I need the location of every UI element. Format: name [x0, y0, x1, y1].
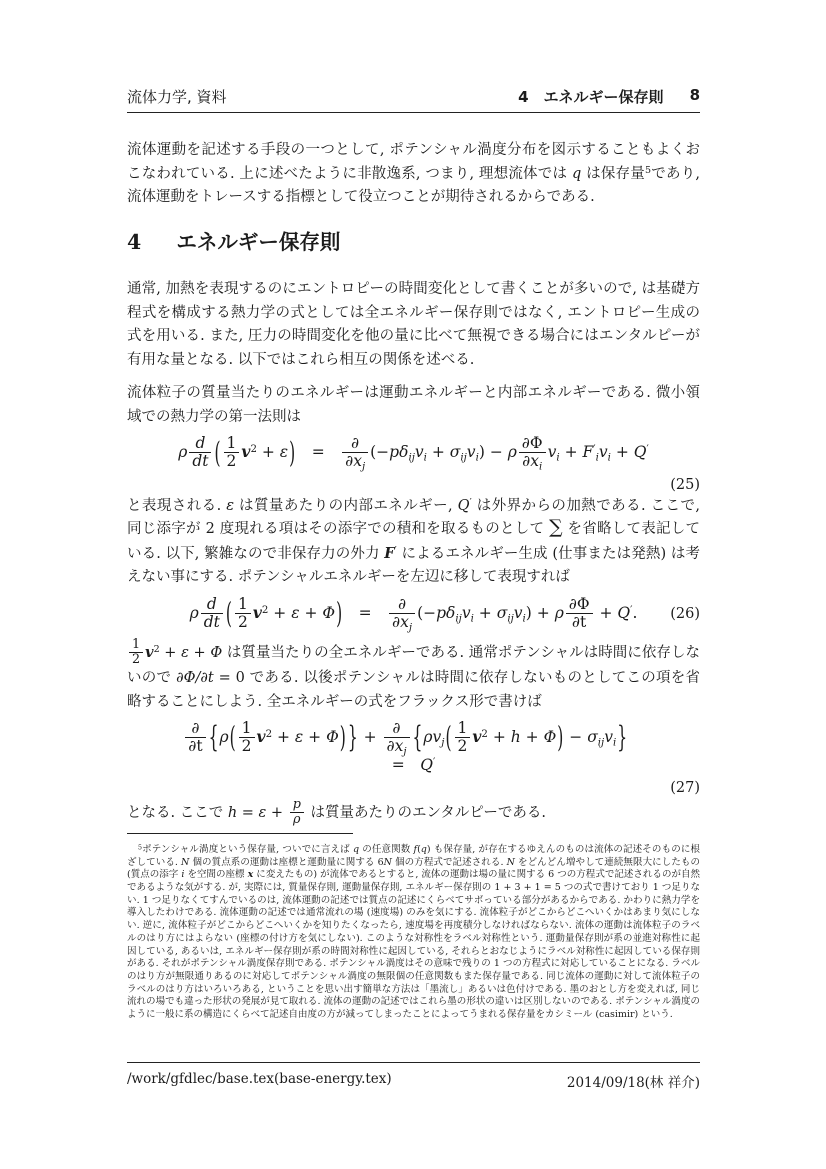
section-number: 4: [127, 229, 142, 254]
paragraph: 流体粒子の質量当たりのエネルギーは運動エネルギーと内部エネルギーである. 微小領域での熱力学の第一法則は: [127, 385, 700, 425]
header-section-label: 4 エネルギー保存則: [518, 88, 664, 106]
paragraph: となる. ここで h = ε + $\frac{p}{\rho}$ は質量あたりのエンタルピーである.: [127, 796, 546, 828]
page-footer: [127, 1062, 700, 1091]
footnote: $^5$ポテンシャル渦度という保存量, ついでに言えば q の任意関数 f(q) も保存量, が存在するゆえんのものは流体の記述そのものに根ざしている. N 個の質点系の運動は座標と運動量に関する 6N 個の方程式で記述される. N をどんどん増やして連続無限大にしたもの (質点の添字 i を空間の座標 x に変えたもの) が流体であるとすると, 流体の運動は場の量に関する 6 つの方程式で記述されるのが自然であるような気がする. が, 実際には, 質量保存則, 運動量保存則, エネルギー保存則の 1 + 3 + 1 = 5 つの式で書けており 1 つ足りない. 1 つ足りなくてすんでいるのは, 流体運動の記述では質点の記述にくらべてサボっている部分があるからである. かわりに熱力学を導入したわけである. 流体運動の記述では通常流れの場 (速度場) のみを気にする. 流体粒子がどこからどこへいくかはあまり気にしない. 逆に, 流体粒子がどこからどこへいくかを知りたくなったら, 速度場を再度積分しなければならない. 流体の運動は流体粒子のラベルのはり方にはよらない (座標の付け方を気にしない). このような対称性をラベル対称性という. 運動量保存則が系の並進対称性に起因している, あるいは, エネルギー保存則が系の時間対称性に起因している, それらとおなじようにラベル対称性に起因している保存則がある. それがポテンシャル渦度保存則である. ポテンシャル渦度はその意味で残りの 1 つの方程式に対応していることになる. ラベルのはり方が無限通りあるのに対応してポテンシャル渦度の無限個の任意関数もまた保存量である. 同じ流体の運動に対して流体粒子のラベルのはり方はいろいろある, ということを思い出す簡単な方法は「墨流し」あるいは色付けである. 墨のおとし方を変えれば, 同じ流れの場でも違った形状の発展が見て取れる. 流体の運動の記述ではこれら墨の形状の違いは区別しないのである. ポテンシャル渦度のように一般に系の構造にくらべて記述自由度の方が減ってしまったことによってうまれる保存量をカシミール (casimir) という.: [127, 843, 700, 1021]
equation-number: (27): [670, 779, 700, 796]
paragraph: と表現される. ε は質量あたりの内部エネルギー, Q′ は外界からの加熱である. ここで, 同じ添字が 2 度現れる項はその添字での積和を取るものとして ∑ を省略して表記している. 以下, 繁雑なので非保存力の外力 F′ によるエネルギー生成 (仕事または発熱) は考えない事にする. ポテンシャルエネルギーを左辺に移して表現すれば: [127, 497, 701, 586]
footnote-rule: [127, 833, 353, 834]
page-content: [127, 86, 700, 1031]
footer-date-author: 2014/09/18(林 祥介): [566, 1075, 700, 1091]
paragraph: $\frac{1}{2}$ $v^2 + \varepsilon + \Phi$ は質量当たりの全エネルギーである. 通常ポテンシャルは時間に依存しないので ∂Φ/∂t = 0 である. 以後ポテンシャルは時間に依存しないものとしてこの項を省略することにしよう. 全エネルギーの式をフラックス形で書けば: [127, 636, 701, 710]
paragraph: 流体運動を記述する手段の一つとして, ポテンシャル渦度分布を図示することもよくおこなわれている. 上に述べたように非散逸系, つまり, 理想流体では q は保存量$^5$であり, 流体運動をトレースする指標として役立つことが期待されるからである.: [127, 142, 701, 205]
footer-file-path: /work/gfdlec/base.tex(base-energy.tex): [127, 1071, 392, 1087]
equation-number: (26): [670, 605, 700, 622]
equation-body: ρ $\frac{d}{dt}$ ( $\frac{1}{2}$ $v^2 + \varepsilon + \Phi$) = $\frac{\partial}{\partial x_j}$ $(-p\delta_{ij}v_i + \sigma_{ij}v_i) + \rho$ $\frac{\partial\Phi}{\partial t}$ + Q′.: [189, 594, 638, 634]
section-title: エネルギー保存則: [176, 229, 341, 254]
page-header: [127, 86, 700, 113]
equation-body: ρ $\frac{d}{dt}$ ( $\frac{1}{2}$ $v^2 + \varepsilon$) = $\frac{\partial}{\partial x_j}$ $(-p\delta_{ij}v_i + \sigma_{ij}v_i) - \rho$ $\frac{\partial\Phi}{\partial x_i}$ $v_i + F'_iv_i + Q'$: [178, 434, 649, 474]
equation-27: [127, 716, 700, 796]
paragraph: 通常, 加熱を表現するのにエントロピーの時間変化として書くことが多いので, は基礎方程式を構成する熱力学の式としては全エネルギー保存則ではなく, エントロピー生成の式を用いる. また, 圧力の時間変化を他の量に比べて無視できる場合にはエンタルピーが有用な量となる. 以下ではこれら相互の関係を述べる.: [127, 281, 700, 368]
equation-25: [127, 431, 700, 493]
equation-26: [127, 592, 700, 636]
header-page-number: 8: [689, 86, 700, 104]
header-right: [518, 86, 700, 107]
equation-body: $\frac{\partial}{\partial t}$ {ρ( $\frac{1}{2}$ $v^2 + \varepsilon + \Phi$) } + $\frac{\partial}{\partial x_j}$ {$\rho v_j$( $\frac{1}{2}$ $v^2 + h + \Phi) - \sigma_{ij}v_i$} = Q′: [173, 716, 654, 778]
section-heading: [127, 230, 700, 255]
equation-number: (25): [670, 476, 700, 493]
header-left-title: 流体力学, 資料: [127, 88, 227, 106]
